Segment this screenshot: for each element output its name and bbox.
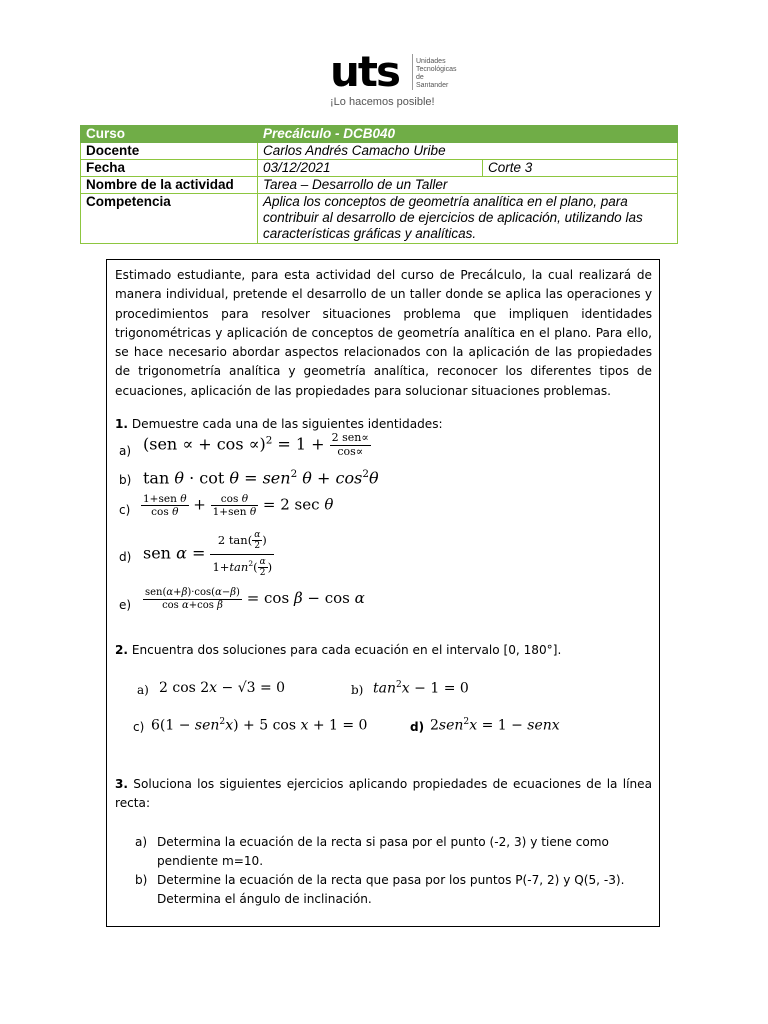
uts-logo [330,47,457,114]
q3-item-a-mark: a) [135,835,148,849]
logo-line-2: Tecnológicas [416,66,457,73]
value-curso: Precálculo - DCB040 [258,126,678,143]
row-actividad [81,177,678,194]
question-3-text: Soluciona los siguientes ejercicios aplicando propiedades de ecuaciones de la línea recta: [115,777,652,810]
logo-line-1: Unidades [416,58,446,65]
q3-item-b [135,871,645,909]
label-fecha: Fecha [81,160,258,177]
logo-divider [412,54,413,90]
question-1-text: Demuestre cada una de las siguientes identidades: [128,417,443,431]
q3-item-a [135,833,645,871]
question-3-list [135,833,645,909]
question-2-text: Encuentra dos soluciones para cada ecuación en el intervalo [0, 180°]. [128,643,562,657]
value-corte: Corte 3 [483,160,678,177]
q2-label-b: b) [351,683,364,697]
q2-equation-c: 6(1 − sen$^2$x) + 5 cos x + 1 = 0 [151,717,368,734]
q3-item-a-text: Determina la ecuación de la recta si pasa por el punto (-2, 3) y tiene como pendiente m=10. [157,835,609,868]
q1-identity-b: tan θ · cot θ = sen$^2$ $\theta + \cos^2\theta$ [143,468,379,488]
row-curso [81,126,678,143]
label-actividad: Nombre de la actividad [81,177,258,194]
q3-item-b-text: Determine la ecuación de la recta que pasa por los puntos P(-7, 2) y Q(5, -3). Determina el ángulo de inclinación. [157,873,625,906]
q3-item-b-mark: b) [135,873,148,887]
q1-identity-a: (sen ∝ + cos ∝)$^2$ = 1 + $\frac{\text{2 sen∝}}{\cos\propto}$ [143,431,369,458]
logo-institution-name [416,58,456,90]
q2-label-c: c) [133,720,145,734]
logo-mark: uts [330,47,399,96]
intro-paragraph: Estimado estudiante, para esta actividad del curso de Precálculo, la cual realizará de manera individual, pretende el desarrollo de un taller donde se aplica las operaciones y procedimientos para resolver situaciones problema que impliquen identidades trigonométricas y aplicación de conceptos de geometría analítica en el plano. Para ello, se hace necesario abordar aspectos relacionados con la aplicación de las propiedades de trigonometría analítica y geometría analítica, reconocer los diferentes tipos de ecuaciones, aplicación de las propiedades para solucionar situaciones problemas. [115,268,652,398]
q2-label-d: d) [410,720,425,734]
question-1-number: 1. [115,417,129,431]
q1-label-c: c) [119,503,131,517]
q1-identity-e: $\frac{\text{sen(α+β)·cos(α−β)}}{\text{cos α+cos β}}$ = cos β − cos α [145,587,365,611]
question-2-title [115,641,652,660]
q2-equation-b: $\tan^2x - 1 = 0$ [373,680,469,697]
label-curso: Curso [81,126,258,143]
row-fecha [81,160,678,177]
q2-equation-a: 2 cos 2x − √3 = 0 [159,680,286,696]
label-competencia: Competencia [81,194,258,244]
logo-slogan: ¡Lo hacemos posible! [330,96,435,108]
q2-label-a: a) [137,683,149,697]
row-competencia [81,194,678,244]
value-docente: Carlos Andrés Camacho Uribe [258,143,678,160]
q1-label-a: a) [119,444,132,458]
activity-box [106,259,660,927]
question-3-title [115,775,652,813]
course-info-table [80,125,678,244]
q2-equation-d: 2sen$^2$x = 1 − senx [430,717,560,734]
q1-identity-c: $\frac{\text{1+sen θ}}{\text{cos θ}}$ + $\frac{\text{cos θ}}{\text{1+sen θ}}$ = 2 sec θ [143,493,334,519]
q1-label-b: b) [119,473,132,487]
question-3-number: 3. [115,777,129,791]
q1-identity-d: sen α = 2 tan( $\frac{\alpha}{2}$ ) $1+\tan^2$( $\frac{\alpha}{2}$ ) [143,530,273,579]
row-docente [81,143,678,160]
value-fecha: 03/12/2021 [258,160,483,177]
q1-label-d: d) [119,550,132,564]
logo-line-3: de Santander [416,74,449,89]
q1-label-e: e) [119,598,132,612]
question-2-number: 2. [115,643,129,657]
value-competencia: Aplica los conceptos de geometría analítica en el plano, para contribuir al desarrollo de ejercicios de aplicación, utilizando las características gráficas y analíticas. [258,194,678,244]
label-docente: Docente [81,143,258,160]
value-actividad: Tarea – Desarrollo de un Taller [258,177,678,194]
